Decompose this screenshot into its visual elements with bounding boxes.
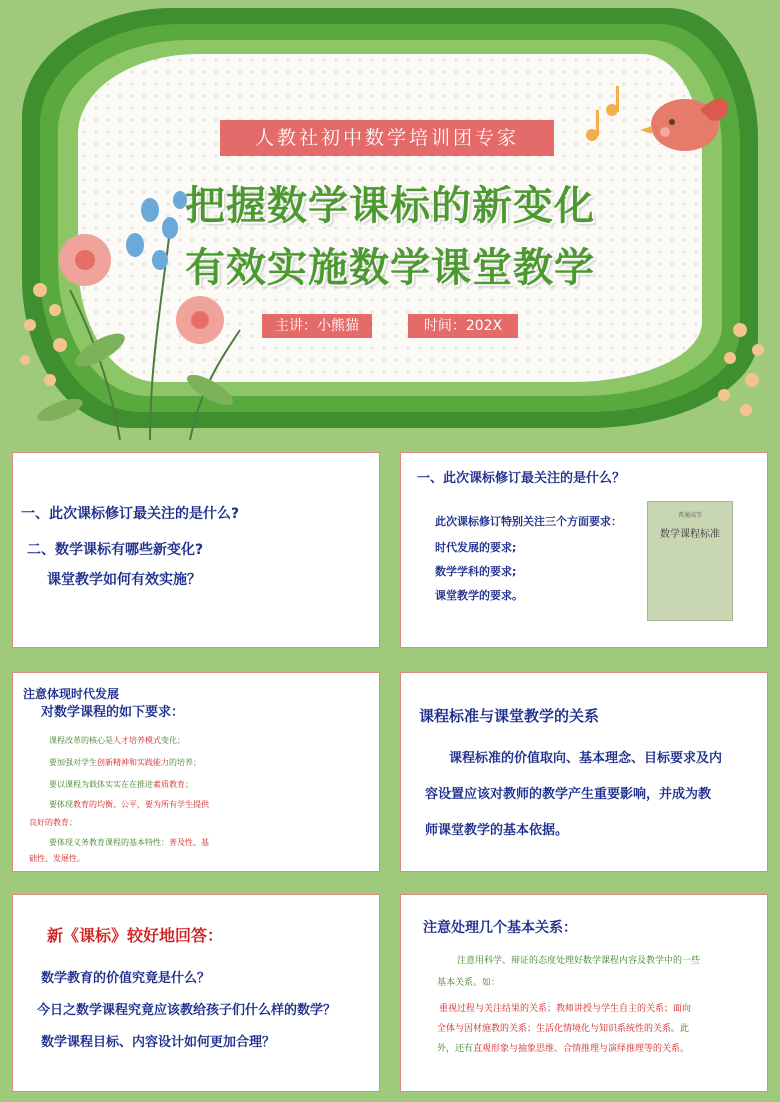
slide5-body-1: 课程标准的价值取向、基本理念、目标要求及内 <box>449 751 723 766</box>
title-slide <box>0 0 780 440</box>
time-badge: 时间：202X <box>408 314 518 338</box>
banner: 人教社初中数学培训团专家 <box>220 120 554 156</box>
slide6-item-2: 今日之数学课程究竟应该教给孩子们什么样的数学？ <box>37 1003 337 1018</box>
slide-2 <box>0 440 390 660</box>
slide7-relation-2: 全体与因材施教的关系；生活化情境化与知识系统性的关系。此 <box>437 1024 690 1034</box>
slide-3-card <box>400 452 768 648</box>
slide5-heading: 课程标准与课堂教学的关系 <box>419 707 600 725</box>
book-top-text: 普通高等 <box>677 512 702 519</box>
slide-2-card <box>12 452 380 648</box>
slide-7 <box>390 882 780 1102</box>
slide3-item-2: 数学学科的要求; <box>435 565 517 578</box>
slide-6 <box>0 882 390 1102</box>
slide4-heading-2: 对数学课程的如下要求： <box>41 705 185 720</box>
slide2-item-2: 二、数学课标有哪些新变化? <box>27 542 204 558</box>
slide7-heading: 注意处理几个基本关系： <box>423 920 577 936</box>
slide-6-card <box>12 894 380 1092</box>
book-cover <box>647 501 733 621</box>
slide7-relation-3: 外，还有直观形象与抽象思维、合情推理与演绎推理等的关系。 <box>437 1044 690 1054</box>
slide4-line-3: 要以课程为载体实实在在推进素质教育； <box>49 780 193 789</box>
bird-icon <box>630 80 740 160</box>
slide7-relation-1: 重视过程与关注结果的关系；教师讲授与学生自主的关系；面向 <box>439 1004 692 1014</box>
presenter-badge: 主讲：小熊猫 <box>262 314 372 338</box>
slide-4-card <box>12 672 380 872</box>
slide5-body-3: 师课堂教学的基本依据。 <box>425 823 569 838</box>
book-title: 数学课程标准 <box>660 529 720 540</box>
slide5-body-2: 容设置应该对教师的教学产生重要影响，并成为教 <box>425 787 712 802</box>
slide4-line-1: 课程改革的核心是人才培养模式变化； <box>49 736 185 745</box>
slide4-line-4: 要体现教育的均衡、公平，要为所有学生提供 <box>49 800 209 809</box>
slide4-heading-1: 注意体现时代发展 <box>23 687 120 701</box>
music-note-icon <box>580 80 630 150</box>
slide2-item-1: 一、此次课标修订最关注的是什么? <box>21 506 240 522</box>
slide6-item-3: 数学课程目标、内容设计如何更加合理？ <box>41 1035 276 1050</box>
slide4-line-2: 要加强对学生创新精神和实践能力的培养； <box>49 758 201 767</box>
slide6-item-1: 数学教育的价值究竟是什么？ <box>41 971 211 986</box>
slide3-item-3: 课堂教学的要求。 <box>435 589 523 602</box>
berry-decoration <box>700 310 780 440</box>
main-title-line1: 把握数学课标的新变化 <box>185 183 595 229</box>
slide-5 <box>390 660 780 882</box>
slide3-item-1: 时代发展的要求; <box>435 541 517 554</box>
slide7-intro-1: 注意用科学、辩证的态度处理好数学课程内容及教学中的一些 <box>457 956 701 966</box>
slide3-heading: 一、此次课标修订最关注的是什么？ <box>417 471 626 486</box>
slide4-line-5b: 础性、发展性。 <box>29 854 85 863</box>
slide7-intro-2: 基本关系。如： <box>437 978 501 988</box>
slide6-heading: 新《课标》较好地回答： <box>47 926 224 945</box>
slide2-item-3: 课堂教学如何有效实施？ <box>47 572 201 588</box>
slide-3 <box>390 440 780 660</box>
main-title-line2: 有效实施数学课堂教学 <box>185 245 595 291</box>
slide-7-card <box>400 894 768 1092</box>
slide-5-card <box>400 672 768 872</box>
slide3-intro: 此次课标修订特别关注三个方面要求： <box>435 515 622 528</box>
slide-4 <box>0 660 390 882</box>
slide4-line-4b: 良好的教育； <box>29 818 77 827</box>
slide4-line-5: 要体现义务教育课程的基本特性：普及性、基 <box>49 838 209 847</box>
